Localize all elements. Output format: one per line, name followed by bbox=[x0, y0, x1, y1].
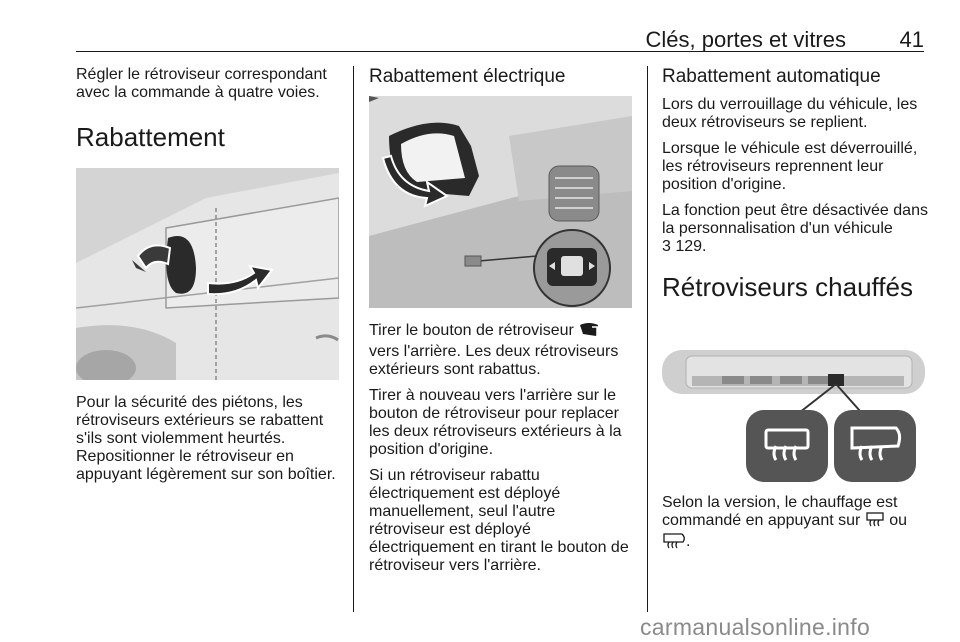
repeat-pull-paragraph: Tirer à nouveau vers l'arrière sur le bouton de rétroviseur pour replacer les deux rétroviseurs extérieurs à la position d'origine. bbox=[369, 387, 622, 458]
section-heading: Rabattement automatique bbox=[662, 66, 881, 87]
chapter-title: Clés, portes et vitres bbox=[645, 27, 846, 52]
electric-fold-illustration bbox=[369, 96, 632, 308]
manual-deploy-paragraph: Si un rétroviseur rabattu électriquement est déployé manuellement, seul l'autre rétroviseur est déployé électriquement en tirant le bouton de rétroviseur vers l'arrière. bbox=[369, 467, 629, 574]
section-heading: Rabattement électrique bbox=[369, 66, 566, 87]
page-number: 41 bbox=[899, 27, 924, 52]
column-3 bbox=[662, 66, 928, 562]
watermark: carmanualsonline.info bbox=[640, 614, 871, 640]
section-heading: Rabattement bbox=[76, 122, 225, 152]
heating-control-paragraph: Selon la version, le chauffage est commandé en appuyant sur ou . bbox=[662, 494, 928, 554]
auto-fold-unlock-paragraph: Lorsque le véhicule est déverrouillé, les rétroviseurs reprennent leur position d'origine. bbox=[662, 140, 918, 193]
section-heading: Rétroviseurs chauffés bbox=[662, 272, 913, 302]
intro-paragraph: Régler le rétroviseur correspondant avec la commande à quatre voies. bbox=[76, 66, 327, 101]
column-2 bbox=[369, 66, 633, 583]
pull-button-paragraph: Tirer le bouton de rétroviseur vers l'arrière. Les deux rétroviseurs extérieurs sont rabattus. bbox=[369, 322, 619, 378]
mirror-fold-icon bbox=[578, 322, 600, 343]
page-reference: 129. bbox=[675, 238, 707, 255]
folding-paragraph: Pour la sécurité des piétons, les rétroviseurs extérieurs se rabattent s'ils sont violemment heurtés. Repositionner le rétroviseur en appuyant légèrement sur son boîtier. bbox=[76, 394, 336, 483]
auto-fold-lock-paragraph: Lors du verrouillage du véhicule, les deux rétroviseurs se replient. bbox=[662, 96, 918, 131]
personalisation-paragraph: La fonction peut être désactivée dans la personnalisation d'un véhicule 3 129. bbox=[662, 202, 928, 255]
page-header bbox=[76, 25, 924, 52]
column-divider bbox=[647, 66, 648, 612]
mirror-fold-illustration bbox=[76, 168, 339, 380]
column-divider bbox=[353, 66, 354, 612]
column-1 bbox=[76, 66, 340, 492]
page-reference-icon: 3 bbox=[662, 238, 671, 255]
heated-mirror-illustration bbox=[662, 322, 925, 482]
rear-window-defrost-icon bbox=[865, 512, 885, 533]
mirror-heating-icon bbox=[662, 533, 686, 554]
